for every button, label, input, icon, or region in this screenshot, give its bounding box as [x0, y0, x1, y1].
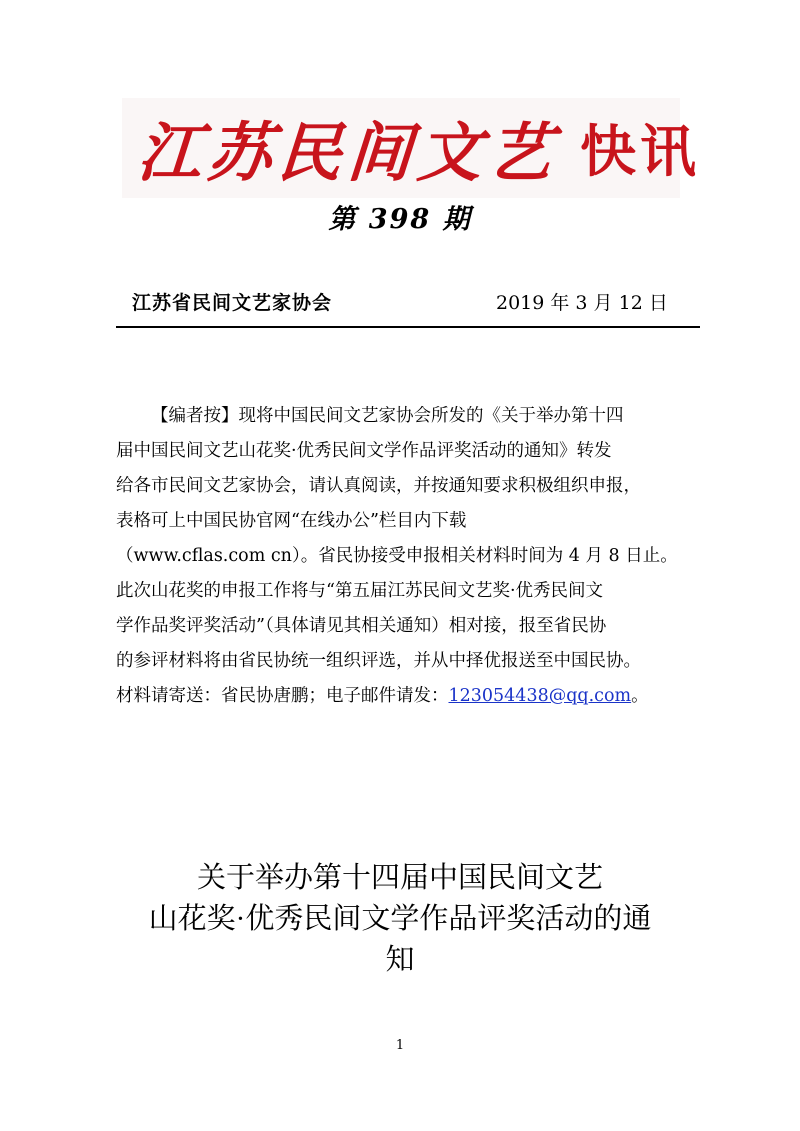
notice-title	[0, 858, 800, 981]
editor-note-line: 届中国民间文艺山花奖·优秀民间文学作品评奖活动的通知》转发	[116, 441, 612, 461]
editor-note-contact-line	[116, 679, 706, 714]
masthead-banner	[122, 98, 700, 198]
contact-suffix: 。	[631, 686, 649, 706]
email-link[interactable]: 123054438@qq.com	[448, 686, 632, 706]
editor-note-line: 此次山花奖的申报工作将与“第五届江苏民间文艺奖·优秀民间文	[116, 581, 604, 601]
publication-date: 2019 年 3 月 12 日	[496, 292, 668, 314]
masthead-title: 江苏民间文艺	[134, 116, 561, 191]
issue-number: 第 398 期	[328, 204, 472, 235]
editor-note-line: （www.cflas.com cn）。省民协接受申报相关材料时间为 4 月 8 日止。	[116, 546, 678, 566]
editor-note-line: 学作品奖评奖活动”（具体请见其相关通知）相对接，报至省民协	[116, 616, 607, 636]
editor-note-line: 【编者按】现将中国民间文艺家协会所发的《关于举办第十四	[151, 406, 624, 426]
organization-name: 江苏省民间文艺家协会	[132, 292, 333, 314]
header-divider	[116, 326, 700, 328]
notice-title-line: 山花奖·优秀民间文学作品评奖活动的通	[148, 903, 652, 935]
editor-note-line: 的参评材料将由省民协统一组织评选，并从中择优报送至中国民协。	[116, 651, 641, 671]
editor-note	[116, 399, 706, 714]
editor-note-line: 给各市民间文艺家协会，请认真阅读，并按通知要求积极组织申报，	[116, 476, 641, 496]
page-number: 1	[395, 1038, 405, 1053]
contact-text: 材料请寄送：省民协唐鹏；电子邮件请发：	[116, 686, 449, 706]
masthead-subtitle: 快讯	[580, 120, 700, 185]
editor-note-line: 表格可上中国民协官网“在线办公”栏目内下载	[116, 511, 467, 531]
notice-title-line: 关于举办第十四届中国民间文艺	[196, 862, 603, 894]
notice-title-line: 知	[385, 944, 415, 976]
